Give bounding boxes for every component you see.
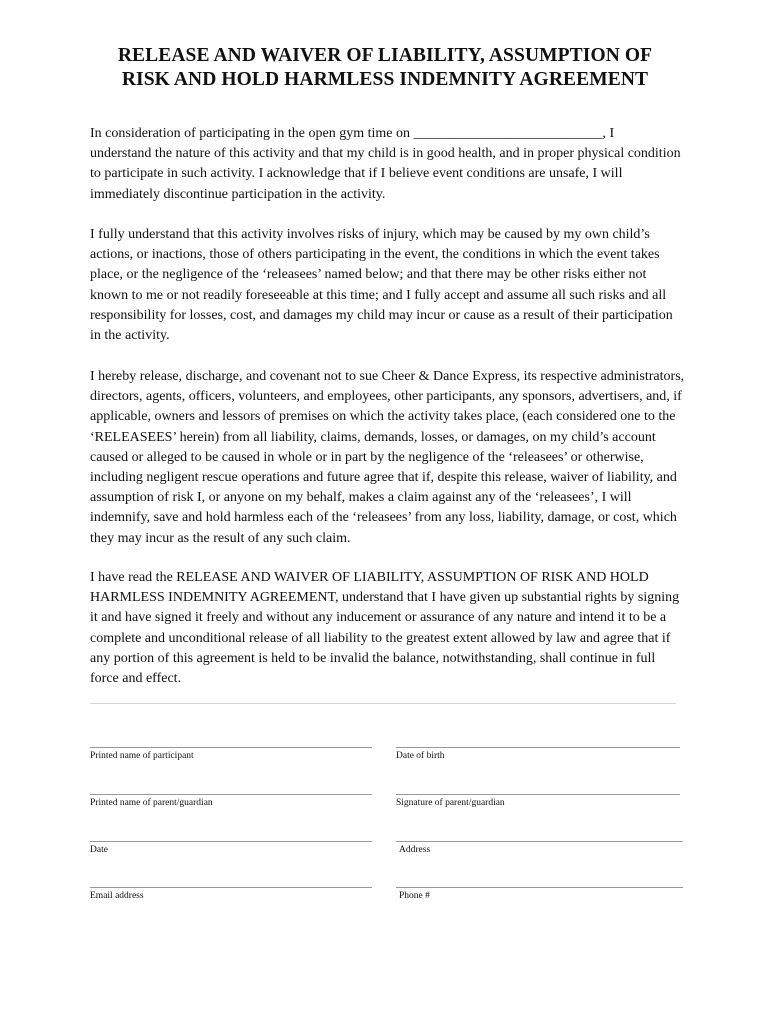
text-line: applicable, owners and lessors of premises on which the activity takes place, (each considered one to the xyxy=(90,409,676,425)
text-line: known to me or not readily foreseeable at this time; and I fully accept and assume all such risks and all xyxy=(90,287,667,303)
risk-paragraph xyxy=(90,225,690,346)
email-field[interactable] xyxy=(90,887,372,902)
text-line: understand the nature of this activity and that my child is in good health, and in proper physical condition xyxy=(90,146,681,162)
acknowledgement-paragraph xyxy=(90,568,690,689)
date-of-birth-field[interactable] xyxy=(396,747,680,762)
section-divider xyxy=(90,703,676,704)
text-line: to participate in such activity. I acknowledge that if I believe event conditions are unsafe, I will xyxy=(90,166,623,182)
text-line: I hereby release, discharge, and covenant not to sue Cheer & Dance Express, its respective administrators, xyxy=(90,369,685,384)
guardian-name-label: Printed name of parent/guardian xyxy=(90,798,213,808)
address-field[interactable] xyxy=(396,841,683,856)
text-line: actions, or inactions, those of others participating in the event, the conditions in which the event takes xyxy=(90,247,660,263)
text-line: directors, agents, officers, volunteers, and employees, other participants, any sponsors, advertisers, and, if xyxy=(90,389,682,405)
text-line: responsibility for losses, cost, and damages my child may incur or cause as a result of their participation xyxy=(90,307,673,323)
guardian-signature-label: Signature of parent/guardian xyxy=(396,798,505,808)
phone-label: Phone # xyxy=(399,891,430,901)
participant-name-field[interactable] xyxy=(90,747,372,762)
date-field[interactable] xyxy=(90,841,372,856)
participant-name-label: Printed name of participant xyxy=(90,751,194,761)
phone-field[interactable] xyxy=(396,887,683,902)
text-line: including negligent rescue operations and future agree that if, despite this release, waiver of liability, and xyxy=(90,470,677,486)
address-label: Address xyxy=(399,845,431,855)
text-line: immediately discontinue participation in the activity. xyxy=(90,186,386,202)
text-line: complete and unconditional release of all liability to the greatest extent allowed by law and agree that if xyxy=(90,630,671,646)
text-line: place, or the negligence of the ‘releasees’ named below; and that there may be other risks either not xyxy=(90,267,647,283)
guardian-signature-field[interactable] xyxy=(396,794,680,809)
text-line: I fully understand that this activity involves risks of injury, which may be caused by my own child’s xyxy=(90,227,650,242)
text-line: they may incur as the result of any such claim. xyxy=(90,530,351,546)
text-line: it and have signed it freely and without any inducement or assurance of any nature and intend it to be a xyxy=(90,610,667,626)
guardian-name-field[interactable] xyxy=(90,794,372,809)
consideration-paragraph xyxy=(90,124,690,205)
text-line: caused or alleged to be caused in whole or in part by the negligence of the ‘releasees’ or otherwise, xyxy=(90,449,644,465)
text-line: any portion of this agreement is held to be invalid the balance, notwithstanding, shall continue in full xyxy=(90,650,656,666)
text-line: in the activity. xyxy=(90,328,170,344)
text-line: I have read the RELEASE AND WAIVER OF LIABILITY, ASSUMPTION OF RISK AND HOLD xyxy=(90,570,649,585)
email-label: Email address xyxy=(90,891,144,901)
date-of-birth-label: Date of birth xyxy=(396,751,445,761)
text-line: HARMLESS INDEMNITY AGREEMENT, understand that I have given up substantial rights by signing xyxy=(90,590,680,606)
date-label: Date xyxy=(90,845,108,855)
text-line: In consideration of participating in the open gym time on ___________________________, I xyxy=(90,126,615,141)
title-line-1: RELEASE AND WAIVER OF LIABILITY, ASSUMPTION OF xyxy=(117,45,653,66)
title-line-2: RISK AND HOLD HARMLESS INDEMNITY AGREEMENT xyxy=(121,69,649,90)
document-title xyxy=(60,44,710,92)
release-paragraph xyxy=(90,367,690,549)
text-line: indemnify, save and hold harmless each of the ‘releasees’ from any loss, liability, damage, or cost, which xyxy=(90,510,677,526)
text-line: assumption of risk I, or anyone on my behalf, makes a claim against any of the ‘releasees’, I will xyxy=(90,490,632,506)
text-line: force and effect. xyxy=(90,671,182,687)
text-line: ‘RELEASEES’ herein) from all liability, claims, demands, losses, or damages, on my child’s account xyxy=(90,429,656,445)
